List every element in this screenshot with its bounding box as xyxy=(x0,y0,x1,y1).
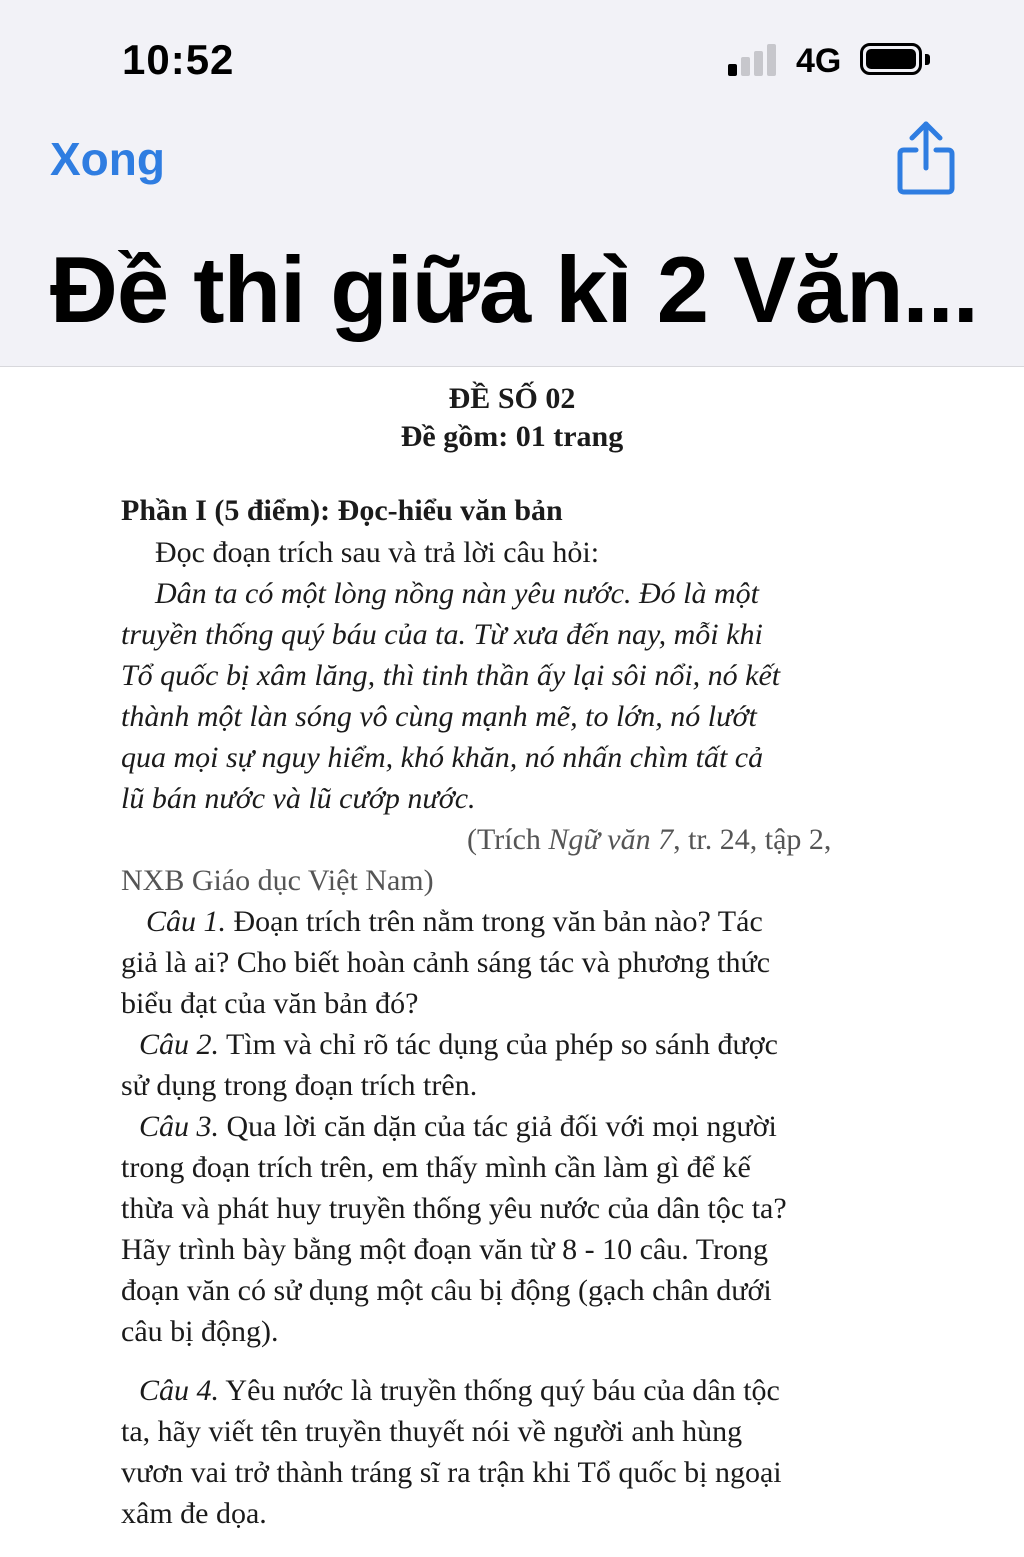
section-heading: Phần I (5 điểm): Đọc-hiểu văn bản xyxy=(121,494,563,527)
instruction: Đọc đoạn trích sau và trả lời câu hỏi: xyxy=(155,536,600,569)
done-button[interactable]: Xong xyxy=(50,133,165,185)
passage-line: lũ bán nước và lũ cướp nước. xyxy=(121,782,476,815)
question-line: xâm đe dọa. xyxy=(121,1497,267,1530)
exam-number: ĐỀ SỐ 02 xyxy=(448,382,576,415)
question-line: câu bị động). xyxy=(121,1315,279,1348)
passage-line: qua mọi sự nguy hiểm, khó khăn, nó nhấn chìm tất cả xyxy=(121,741,764,774)
source-publisher: NXB Giáo dục Việt Nam) xyxy=(121,864,434,897)
question-line: Câu 3. Qua lời căn dặn của tác giả đối với mọi người xyxy=(139,1110,777,1143)
signal-bar xyxy=(767,44,776,76)
signal-bar xyxy=(728,64,737,76)
question-line: Hãy trình bày bằng một đoạn văn từ 8 - 10 câu. Trong xyxy=(121,1233,769,1266)
battery-tip xyxy=(925,54,930,65)
document-page xyxy=(0,366,1024,1557)
passage-line: truyền thống quý báu của ta. Từ xưa đến nay, mỗi khi xyxy=(121,618,763,651)
cellular-signal-icon xyxy=(728,44,780,76)
signal-bar xyxy=(754,51,763,76)
question-line: Câu 1. Đoạn trích trên nằm trong văn bản nào? Tác xyxy=(146,905,763,938)
question-line: Câu 2. Tìm và chỉ rõ tác dụng của phép so sánh được xyxy=(139,1028,778,1061)
question-line: đoạn văn có sử dụng một câu bị động (gạch chân dưới xyxy=(121,1274,772,1307)
status-time: 10:52 xyxy=(122,36,235,83)
question-line: sử dụng trong đoạn trích trên. xyxy=(121,1069,478,1102)
battery-icon xyxy=(860,43,922,75)
page-title: Đề thi giữa kì 2 Văn... xyxy=(50,237,978,342)
question-line: Câu 4. Yêu nước là truyền thống quý báu của dân tộc xyxy=(139,1374,780,1407)
source-citation: (Trích Ngữ văn 7, tr. 24, tập 2, xyxy=(467,823,832,856)
navigation-header xyxy=(0,0,1024,367)
passage-line: thành một làn sóng vô cùng mạnh mẽ, to lớn, nó lướt xyxy=(121,700,757,733)
question-line: thừa và phát huy truyền thống yêu nước của dân tộc ta? xyxy=(121,1192,787,1225)
passage-line: Dân ta có một lòng nồng nàn yêu nước. Đó là một xyxy=(155,577,759,610)
question-line: ta, hãy viết tên truyền thuyết nói về người anh hùng xyxy=(121,1415,743,1448)
network-type: 4G xyxy=(796,42,842,80)
page-count: Đề gồm: 01 trang xyxy=(400,420,624,453)
passage-line: Tổ quốc bị xâm lăng, thì tinh thần ấy lại sôi nổi, nó kết xyxy=(121,659,781,692)
question-line: giả là ai? Cho biết hoàn cảnh sáng tác và phương thức xyxy=(121,946,771,979)
signal-bar xyxy=(741,57,750,76)
question-line: vươn vai trở thành tráng sĩ ra trận khi Tổ quốc bị ngoại xyxy=(121,1456,782,1489)
share-icon[interactable] xyxy=(892,118,960,198)
question-line: trong đoạn trích trên, em thấy mình cần làm gì để kế xyxy=(121,1151,751,1184)
question-line: biểu đạt của văn bản đó? xyxy=(121,987,419,1020)
